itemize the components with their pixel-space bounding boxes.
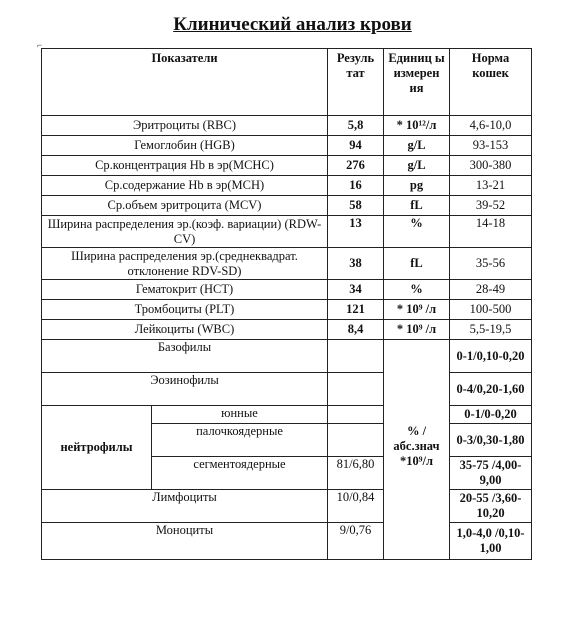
- leuko-units-text: % /абс.знач *10⁹/л: [393, 424, 440, 468]
- table-row: [42, 490, 532, 523]
- result-value: 276: [328, 156, 384, 176]
- norm-value: 35-56: [450, 248, 532, 280]
- table-row: [42, 280, 532, 300]
- norm-value: 14-18: [450, 216, 532, 248]
- result-value: 94: [328, 136, 384, 156]
- table-row: [42, 176, 532, 196]
- param-name: Моноциты: [42, 523, 328, 560]
- table-row: [42, 523, 532, 560]
- param-name: нейтрофилы: [42, 406, 152, 490]
- param-name: Тромбоциты (PLT): [42, 300, 328, 320]
- result-value: 58: [328, 196, 384, 216]
- param-name: Ср.концентрация Hb в эр(MCHC): [42, 156, 328, 176]
- units-value: * 10¹²/л: [384, 116, 450, 136]
- norm-value: 20-55 /3,60-10,20: [450, 490, 532, 523]
- units-value: * 10⁹ /л: [384, 300, 450, 320]
- param-name: Лимфоциты: [42, 490, 328, 523]
- document-title: Клинический анализ крови: [173, 14, 412, 35]
- result-value: 121: [328, 300, 384, 320]
- table-row: [42, 136, 532, 156]
- norm-value: 1,0-4,0 /0,10-1,00: [450, 523, 532, 560]
- result-value: 5,8: [328, 116, 384, 136]
- param-subname: сегментоядерные: [152, 457, 328, 490]
- units-value: * 10⁹ /л: [384, 320, 450, 340]
- param-name: Базофилы: [42, 340, 328, 373]
- result-value: [328, 340, 384, 373]
- table-row: [42, 216, 532, 248]
- table-row: [42, 406, 532, 424]
- header-units: Единиц ы измерен ия: [384, 49, 450, 116]
- param-name: Гематокрит (HCT): [42, 280, 328, 300]
- norm-value: 100-500: [450, 300, 532, 320]
- result-value: 10/0,84: [328, 490, 384, 523]
- norm-value: 93-153: [450, 136, 532, 156]
- param-name: Эозинофилы: [42, 373, 328, 406]
- norm-value: 300-380: [450, 156, 532, 176]
- blood-analysis-table: [41, 48, 532, 560]
- header-result: Резуль тат: [328, 49, 384, 116]
- result-value: [328, 424, 384, 457]
- units-value: pg: [384, 176, 450, 196]
- norm-value: 5,5-19,5: [450, 320, 532, 340]
- result-value: 34: [328, 280, 384, 300]
- leuko-units: [384, 340, 450, 560]
- param-name: Ширина распределения эр.(коэф. вариации) (RDW-CV): [42, 216, 328, 248]
- units-value: fL: [384, 196, 450, 216]
- param-name: Ширина распределения эр.(среднеквадрат. отклонение RDV-SD): [42, 248, 328, 280]
- table-row: [42, 373, 532, 406]
- header-row: [42, 49, 532, 116]
- param-subname: юнные: [152, 406, 328, 424]
- table-row: [42, 300, 532, 320]
- param-subname: палочкоядерные: [152, 424, 328, 457]
- param-name: Ср.объем эритроцита (MCV): [42, 196, 328, 216]
- param-name: Эритроциты (RBC): [42, 116, 328, 136]
- units-value: g/L: [384, 156, 450, 176]
- result-value: 16: [328, 176, 384, 196]
- header-param: Показатели: [42, 49, 328, 116]
- param-name: Гемоглобин (HGB): [42, 136, 328, 156]
- units-value: g/L: [384, 136, 450, 156]
- result-value: [328, 406, 384, 424]
- norm-value: 13-21: [450, 176, 532, 196]
- result-value: 9/0,76: [328, 523, 384, 560]
- norm-value: 0-1/0-0,20: [450, 406, 532, 424]
- table-row: [42, 340, 532, 373]
- result-value: 81/6,80: [328, 457, 384, 490]
- norm-value: 4,6-10,0: [450, 116, 532, 136]
- units-value: %: [384, 216, 450, 248]
- table-row: [42, 196, 532, 216]
- param-name: Ср.содержание Hb в эр(MCH): [42, 176, 328, 196]
- norm-value: 35-75 /4,00-9,00: [450, 457, 532, 490]
- result-value: [328, 373, 384, 406]
- norm-value: 28-49: [450, 280, 532, 300]
- result-value: 38: [328, 248, 384, 280]
- units-value: fL: [384, 248, 450, 280]
- norm-value: 39-52: [450, 196, 532, 216]
- norm-value: 0-3/0,30-1,80: [450, 424, 532, 457]
- header-norm: Норма кошек: [450, 49, 532, 116]
- result-value: 13: [328, 216, 384, 248]
- table-row: [42, 320, 532, 340]
- table-row: [42, 156, 532, 176]
- units-value: %: [384, 280, 450, 300]
- result-value: 8,4: [328, 320, 384, 340]
- table-row: [42, 116, 532, 136]
- norm-value: 0-4/0,20-1,60: [450, 373, 532, 406]
- norm-value: 0-1/0,10-0,20: [450, 340, 532, 373]
- corner-mark: ⌐: [37, 40, 43, 50]
- param-name: Лейкоциты (WBC): [42, 320, 328, 340]
- table-row: [42, 248, 532, 280]
